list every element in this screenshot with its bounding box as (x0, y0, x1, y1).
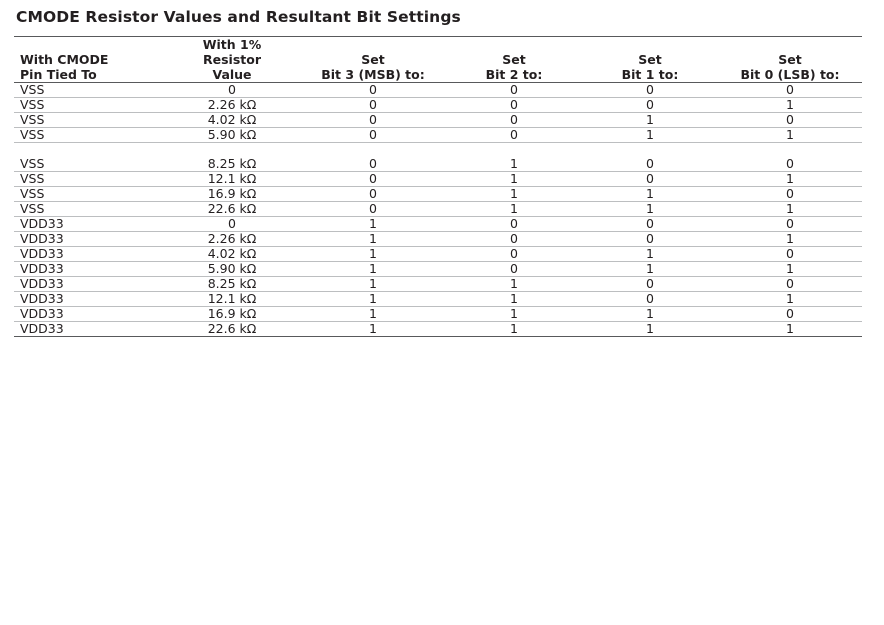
cell-bit-1: 0 (582, 172, 718, 187)
gap-cell (718, 143, 862, 158)
cell-bit-2: 0 (446, 262, 582, 277)
cell-resistor-value: 16.9 kΩ (164, 307, 300, 322)
column-header-resistor-value (164, 37, 300, 83)
cell-resistor-value: 5.90 kΩ (164, 262, 300, 277)
cell-bit-2: 0 (446, 232, 582, 247)
cell-cmode-pin: VDD33 (14, 262, 164, 277)
cell-resistor-value: 8.25 kΩ (164, 277, 300, 292)
cell-bit-1: 0 (582, 292, 718, 307)
column-header-line: Resistor (203, 52, 261, 67)
cell-cmode-pin: VDD33 (14, 307, 164, 322)
table-row (14, 83, 862, 98)
cell-bit-3: 0 (300, 83, 446, 98)
column-header-bit3 (300, 37, 446, 83)
cell-resistor-value: 2.26 kΩ (164, 232, 300, 247)
column-header-cmode-pin (14, 37, 164, 83)
column-header-line: Bit 0 (LSB) to: (740, 67, 840, 82)
cell-bit-1: 1 (582, 202, 718, 217)
cell-bit-3: 0 (300, 157, 446, 172)
cell-cmode-pin: VDD33 (14, 277, 164, 292)
cell-bit-0: 0 (718, 307, 862, 322)
cell-bit-0: 0 (718, 217, 862, 232)
column-header-line: With CMODE (20, 52, 109, 67)
cell-resistor-value: 0 (164, 83, 300, 98)
table-title: CMODE Resistor Values and Resultant Bit Settings (16, 8, 461, 26)
table-row (14, 157, 862, 172)
cell-resistor-value: 4.02 kΩ (164, 113, 300, 128)
cell-bit-2: 1 (446, 307, 582, 322)
table-row (14, 277, 862, 292)
cell-cmode-pin: VSS (14, 202, 164, 217)
cell-bit-1: 0 (582, 217, 718, 232)
column-header-line: Set (778, 52, 802, 67)
cell-bit-3: 0 (300, 113, 446, 128)
cmode-resistor-table (14, 36, 862, 337)
table-row (14, 292, 862, 307)
cell-bit-2: 0 (446, 247, 582, 262)
cell-bit-2: 0 (446, 128, 582, 143)
table-header-row (14, 37, 862, 83)
table-row (14, 247, 862, 262)
cell-bit-1: 1 (582, 128, 718, 143)
cell-bit-3: 0 (300, 187, 446, 202)
cell-cmode-pin: VSS (14, 187, 164, 202)
cell-bit-3: 0 (300, 98, 446, 113)
cell-bit-3: 1 (300, 292, 446, 307)
cell-bit-3: 0 (300, 172, 446, 187)
cell-bit-0: 0 (718, 187, 862, 202)
cell-bit-0: 1 (718, 292, 862, 307)
cell-resistor-value: 22.6 kΩ (164, 202, 300, 217)
cell-bit-3: 1 (300, 247, 446, 262)
cell-bit-1: 0 (582, 232, 718, 247)
cell-resistor-value: 8.25 kΩ (164, 157, 300, 172)
column-header-line: Pin Tied To (20, 67, 97, 82)
cell-bit-2: 0 (446, 98, 582, 113)
cell-cmode-pin: VDD33 (14, 232, 164, 247)
gap-cell (14, 143, 164, 158)
cell-bit-3: 1 (300, 277, 446, 292)
cell-bit-1: 0 (582, 157, 718, 172)
cell-bit-3: 0 (300, 202, 446, 217)
table-row (14, 322, 862, 337)
column-header-bit1 (582, 37, 718, 83)
cell-cmode-pin: VSS (14, 83, 164, 98)
cell-cmode-pin: VSS (14, 157, 164, 172)
cell-bit-0: 1 (718, 262, 862, 277)
gap-cell (300, 143, 446, 158)
cell-bit-3: 0 (300, 128, 446, 143)
column-header-bit2 (446, 37, 582, 83)
gap-cell (582, 143, 718, 158)
cell-bit-2: 0 (446, 113, 582, 128)
cell-bit-1: 1 (582, 307, 718, 322)
cell-bit-1: 1 (582, 262, 718, 277)
cell-bit-0: 0 (718, 113, 862, 128)
column-header-line: Bit 3 (MSB) to: (321, 67, 425, 82)
table-row (14, 202, 862, 217)
cell-bit-0: 0 (718, 277, 862, 292)
cell-bit-0: 1 (718, 98, 862, 113)
cell-bit-2: 1 (446, 292, 582, 307)
cell-bit-1: 1 (582, 187, 718, 202)
cell-bit-3: 1 (300, 307, 446, 322)
cell-bit-0: 1 (718, 128, 862, 143)
cell-resistor-value: 0 (164, 217, 300, 232)
column-header-line: Value (212, 67, 252, 82)
cell-resistor-value: 16.9 kΩ (164, 187, 300, 202)
cell-bit-3: 1 (300, 217, 446, 232)
table-group-gap (14, 143, 862, 158)
cell-resistor-value: 4.02 kΩ (164, 247, 300, 262)
cell-bit-2: 0 (446, 83, 582, 98)
cell-resistor-value: 5.90 kΩ (164, 128, 300, 143)
table-row (14, 307, 862, 322)
cell-bit-0: 0 (718, 157, 862, 172)
cell-bit-0: 1 (718, 172, 862, 187)
cell-bit-2: 1 (446, 172, 582, 187)
cell-cmode-pin: VSS (14, 98, 164, 113)
cell-resistor-value: 22.6 kΩ (164, 322, 300, 337)
cell-cmode-pin: VDD33 (14, 217, 164, 232)
column-header-line: Set (361, 52, 385, 67)
cell-cmode-pin: VDD33 (14, 292, 164, 307)
cell-bit-1: 0 (582, 83, 718, 98)
cell-bit-2: 1 (446, 187, 582, 202)
gap-cell (164, 143, 300, 158)
cell-resistor-value: 2.26 kΩ (164, 98, 300, 113)
cell-bit-3: 1 (300, 322, 446, 337)
cell-bit-2: 1 (446, 322, 582, 337)
column-header-line: Set (638, 52, 662, 67)
cell-bit-3: 1 (300, 262, 446, 277)
cell-cmode-pin: VDD33 (14, 247, 164, 262)
cell-bit-0: 0 (718, 83, 862, 98)
table-row (14, 187, 862, 202)
cell-cmode-pin: VSS (14, 113, 164, 128)
gap-cell (446, 143, 582, 158)
table-row (14, 128, 862, 143)
cell-bit-3: 1 (300, 232, 446, 247)
table-body (14, 83, 862, 337)
cell-cmode-pin: VSS (14, 172, 164, 187)
column-header-line: Bit 1 to: (621, 67, 679, 82)
column-header-line: Bit 2 to: (485, 67, 543, 82)
table-row (14, 172, 862, 187)
cell-bit-2: 1 (446, 157, 582, 172)
cell-resistor-value: 12.1 kΩ (164, 172, 300, 187)
cell-bit-1: 1 (582, 322, 718, 337)
cell-bit-1: 0 (582, 277, 718, 292)
column-header-bit0 (718, 37, 862, 83)
cell-bit-1: 1 (582, 113, 718, 128)
cell-bit-0: 1 (718, 202, 862, 217)
cell-cmode-pin: VSS (14, 128, 164, 143)
cell-resistor-value: 12.1 kΩ (164, 292, 300, 307)
cell-bit-2: 1 (446, 202, 582, 217)
cell-cmode-pin: VDD33 (14, 322, 164, 337)
cell-bit-0: 1 (718, 232, 862, 247)
table-row (14, 98, 862, 113)
cell-bit-1: 0 (582, 98, 718, 113)
table-row (14, 217, 862, 232)
cell-bit-2: 1 (446, 277, 582, 292)
cell-bit-0: 0 (718, 247, 862, 262)
column-header-line: With 1% (202, 37, 262, 52)
table-row (14, 113, 862, 128)
table-row (14, 232, 862, 247)
cell-bit-1: 1 (582, 247, 718, 262)
cell-bit-2: 0 (446, 217, 582, 232)
column-header-line: Set (502, 52, 526, 67)
cell-bit-0: 1 (718, 322, 862, 337)
table-row (14, 262, 862, 277)
table-header (14, 37, 862, 83)
